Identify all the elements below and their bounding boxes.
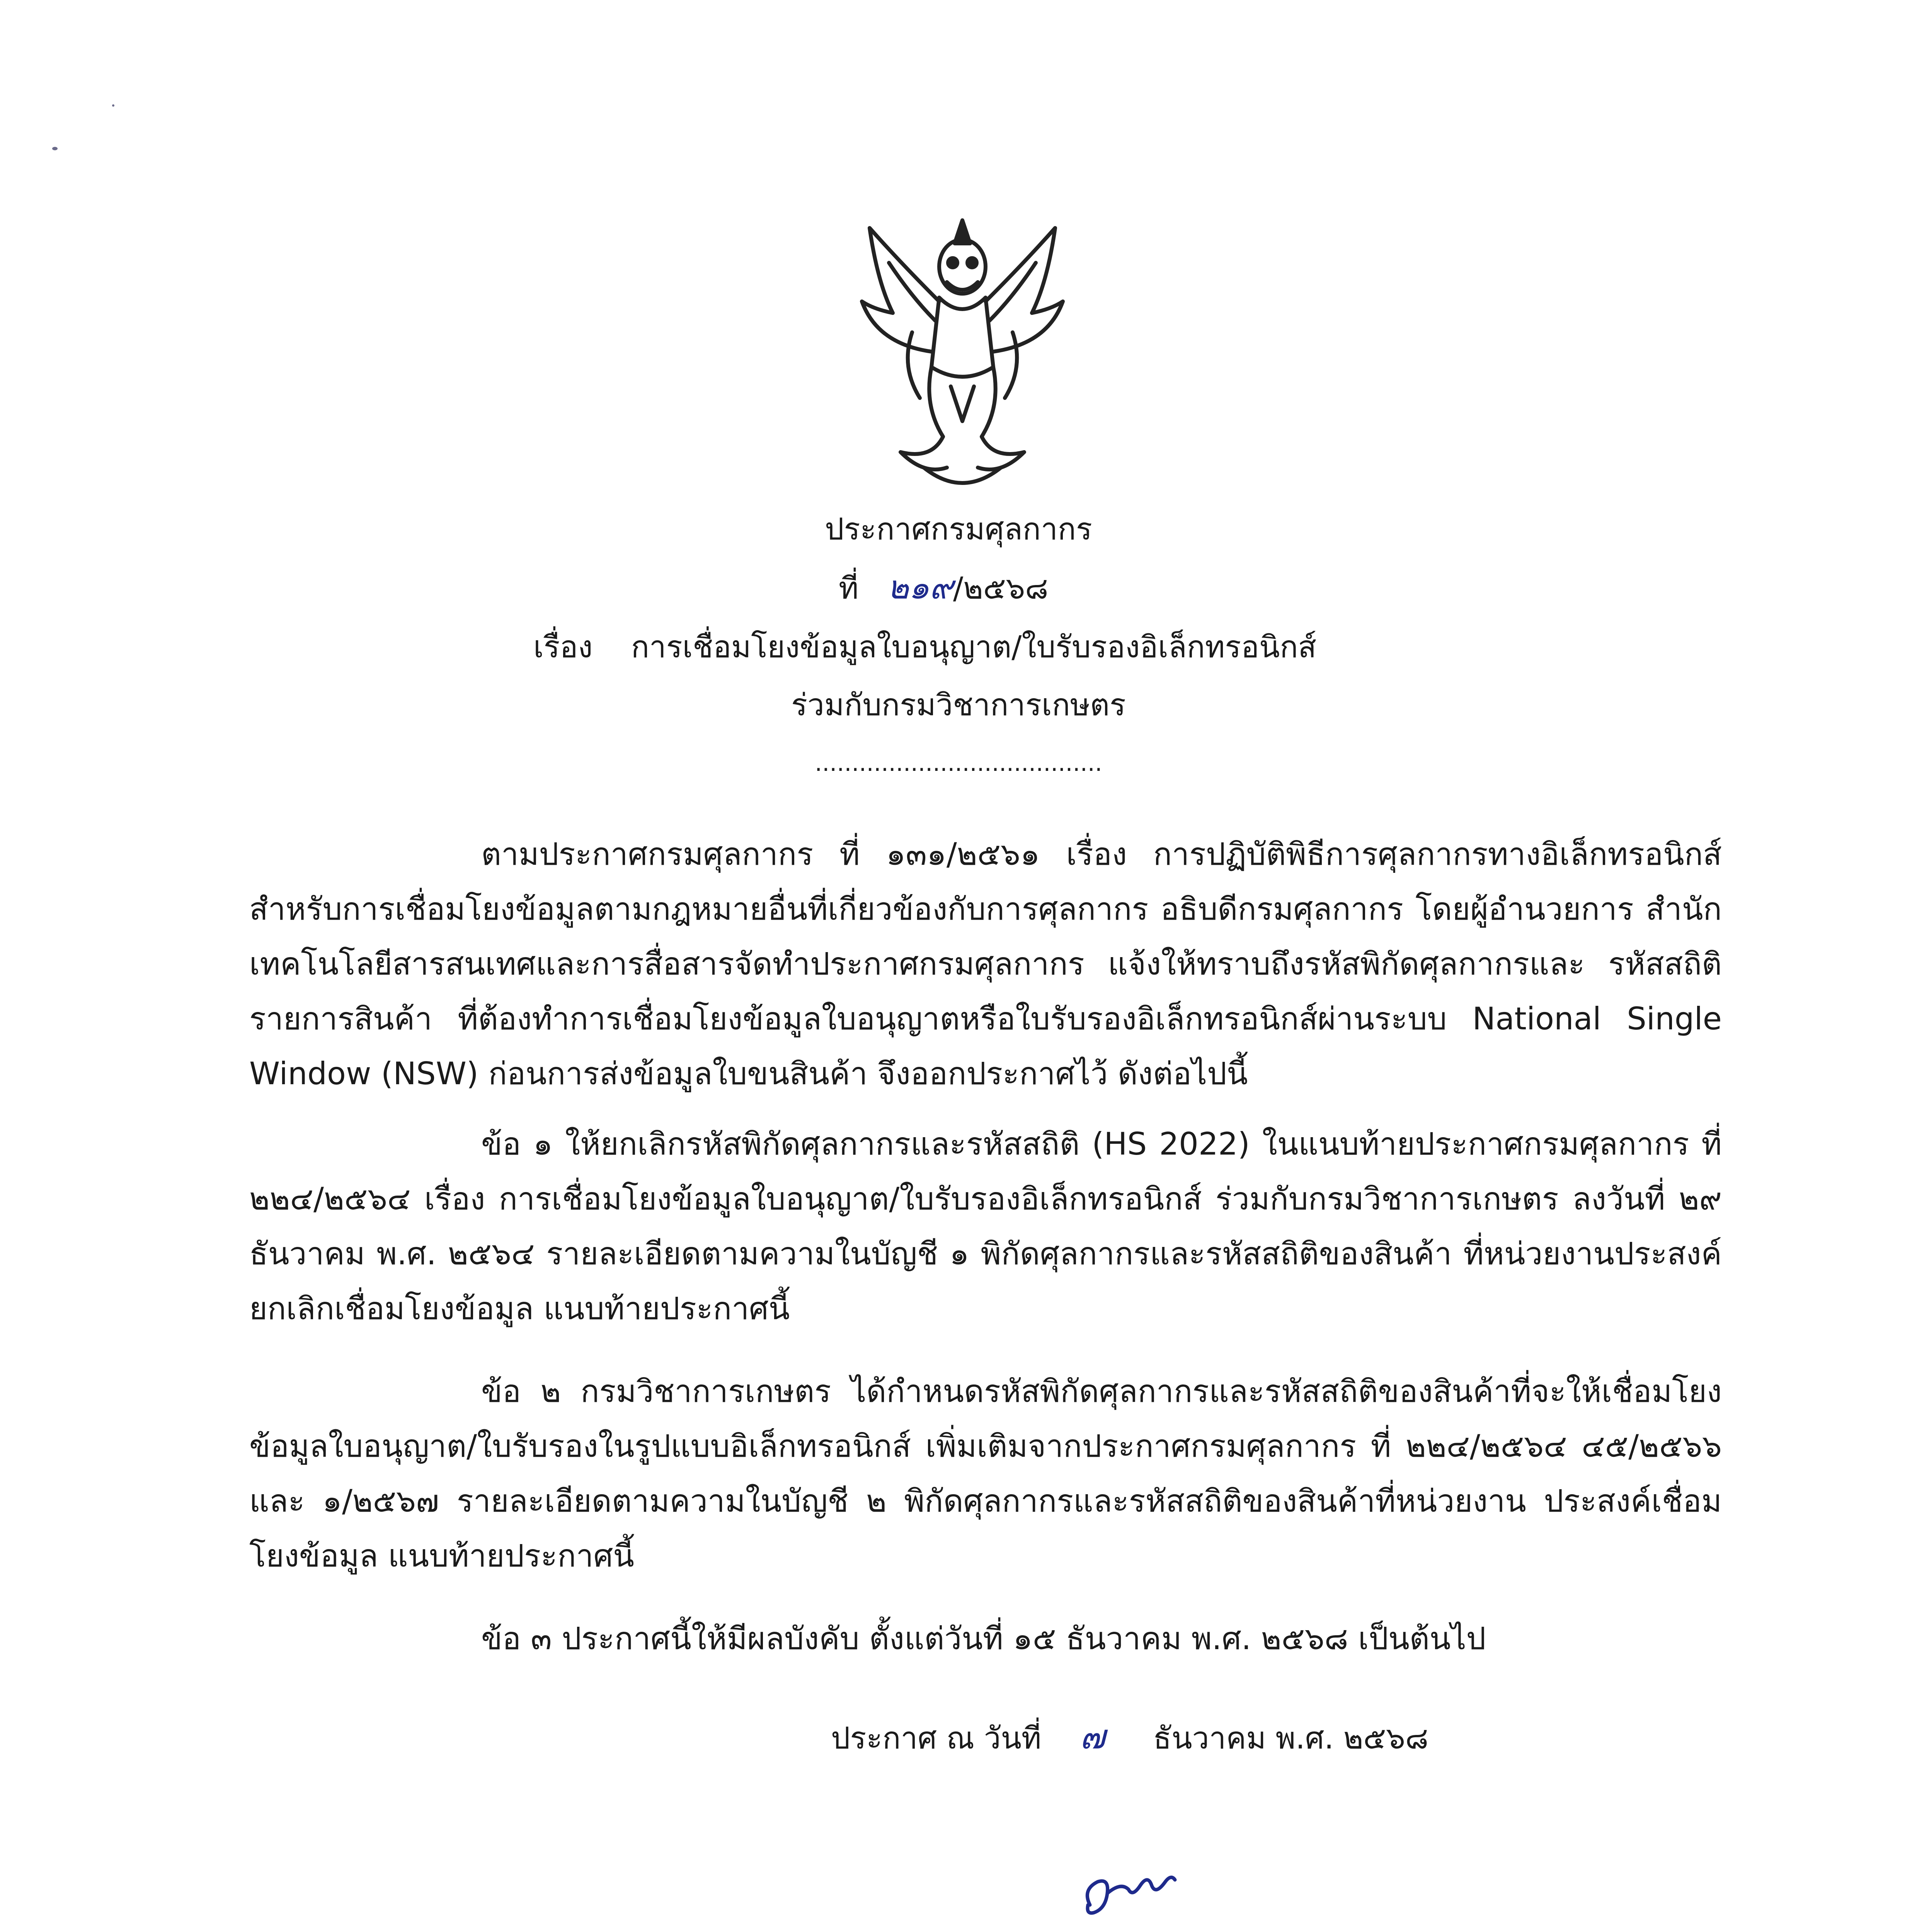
clause-2-paragraph: ข้อ ๒ กรมวิชาการเกษตร ได้กำหนดรหัสพิกัดศุลกากรและรหัสสถิติของสินค้าที่จะให้เชื่อมโยง ข้อมูลใบอนุญาต/ใบรับรองในรูปแบบอิเล็กทรอนิกส์ เพิ่มเติมจากประกาศกรมศุลกากร ที่ ๒๒๔/๒๕๖๔ ๔๕/๒๕๖๖ และ ๑/๒๕๖๗ รายละเอียดตามความในบัญชี ๒ พิกัดศุลกากรและรหัสสถิติของสินค้าที่หน่วยงาน ประสงค์เชื่อมโยงข้อมูล แนบท้ายประกาศนี้ [249,1373,1722,1574]
preamble-paragraph: ตามประกาศกรมศุลกากร ที่ ๑๓๑/๒๕๖๑ เรื่อง การปฏิบัติพิธีการศุลกากรทางอิเล็กทรอนิกส์ สำหรับการเชื่อมโยงข้อมูลตามกฎหมายอื่นที่เกี่ยวข้องกับการศุลกากร อธิบดีกรมศุลกากร โดยผู้อำนวยการ สำนักเทคโนโลยีสารสนเทศและการสื่อสารจัดทำประกาศกรมศุลกากร แจ้งให้ทราบถึงรหัสพิกัดศุลกากรและ รหัสสถิติ รายการสินค้า ที่ต้องทำการเชื่อมโยงข้อมูลใบอนุญาตหรือใบรับรองอิเล็กทรอนิกส์ผ่านระบบ National Single Window (NSW) ก่อนการส่งข้อมูลใบขนสินค้า จึงออกประกาศไว้ ดังต่อไปนี้ [249,836,1722,1092]
handwritten-number: ๒๑๙ [887,568,953,606]
garuda-emblem [854,205,1071,498]
announcement-date [831,1716,1428,1760]
clause-3-paragraph: ข้อ ๓ ประกาศนี้ให้มีผลบังคับ ตั้งแต่วันที่ ๑๕ ธันวาคม พ.ศ. ๒๕๖๘ เป็นต้นไป [481,1621,1486,1656]
handwritten-day: ๗ [1079,1717,1105,1757]
scan-speck [112,104,114,107]
handwritten-signature [1074,1859,1190,1924]
subject-label: เรื่อง [533,630,593,665]
subject-line [533,626,1316,668]
document-title: ประกาศกรมศุลกากร [825,512,1092,547]
document-number [839,566,1048,610]
scan-speck [52,147,58,150]
date-prefix: ประกาศ ณ วันที่ [831,1721,1042,1756]
clause-1-paragraph: ข้อ ๑ ให้ยกเลิกรหัสพิกัดศุลกากรและรหัสสถิติ (HS 2022) ในแนบท้ายประกาศกรมศุลกากร ที่ ๒๒๔/๒๕๖๔ เรื่อง การเชื่อมโยงข้อมูลใบอนุญาต/ใบรับรองอิเล็กทรอนิกส์ ร่วมกับกรมวิชาการเกษตร ลงวันที่ ๒๙ ธันวาคม พ.ศ. ๒๕๖๔ รายละเอียดตามความในบัญชี ๑ พิกัดศุลกากรและรหัสสถิติของสินค้า ที่หน่วยงานประสงค์ยกเลิกเชื่อมโยงข้อมูล แนบท้ายประกาศนี้ [249,1126,1722,1327]
title-divider: ....................................... [815,750,1102,777]
number-prefix: ที่ [839,571,859,606]
subject-line-2: ร่วมกับกรมวิชาการเกษตร [791,688,1126,723]
date-rest: ธันวาคม พ.ศ. ๒๕๖๘ [1153,1721,1429,1756]
subject-text: การเชื่อมโยงข้อมูลใบอนุญาต/ใบรับรองอิเล็กทรอนิกส์ [631,630,1317,665]
number-year: /๒๕๖๘ [953,571,1049,606]
